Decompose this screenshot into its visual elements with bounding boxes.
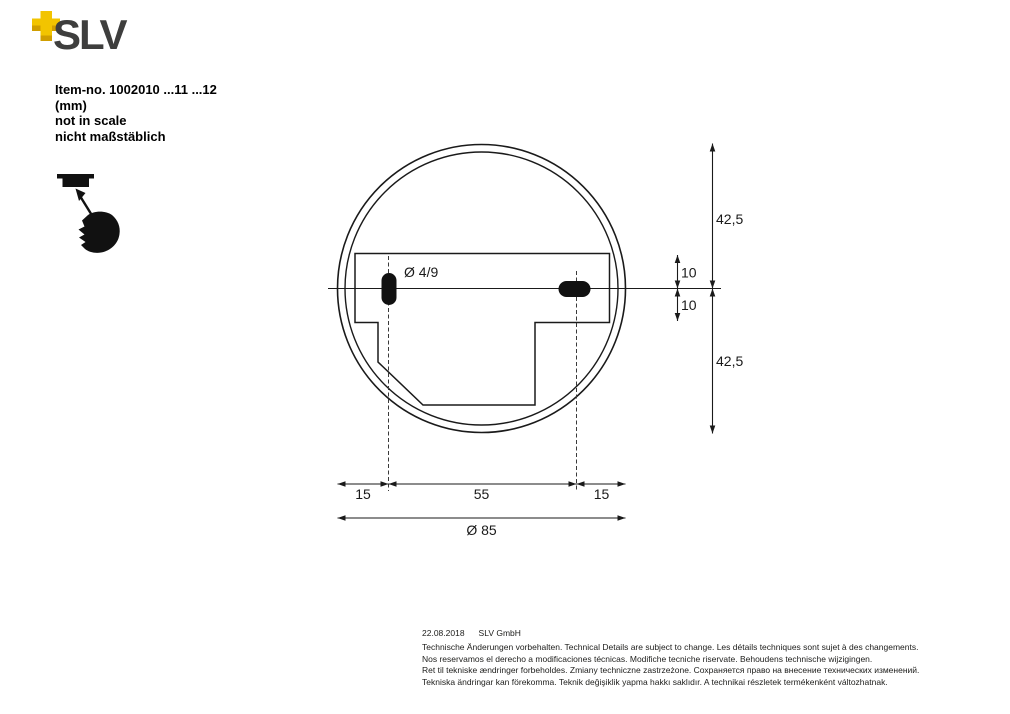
arrowhead [338, 481, 346, 487]
footer-disclaimer-line: Technische Änderungen vorbehalten. Technical Details are subject to change. Les détails techniques sont sujet à des changements. [422, 642, 919, 653]
footer-disclaimer-line: Nos reservamos el derecho a modificaciones técnicas. Modifiche tecniche riservate. Behoudens technische wijzigingen. [422, 653, 873, 664]
arrowhead [675, 255, 681, 263]
luminaire-silhouette [79, 212, 120, 253]
arrowhead [381, 481, 389, 487]
arrowhead [618, 515, 626, 521]
span-right-label: 15 [593, 486, 610, 502]
arrowhead [710, 144, 716, 152]
footer [422, 628, 919, 688]
footer-disclaimer-line: Ret til tekniske ændringer forbeholdes. Zmiany techniczne zastrzeżone. Сохраняется право на внесение технических изменений. [422, 665, 920, 676]
footer-disclaimer-line: Tekniska ändringar kan förekomma. Teknik değişiklik yapma hakkı saklıdır. A technikai részletek termékenként változhatnak. [422, 676, 888, 687]
scale-note-de: nicht maßstäblich [55, 128, 166, 144]
arrowhead [675, 289, 681, 297]
arrowhead [710, 289, 716, 297]
overall-diameter-label: Ø 85 [466, 522, 497, 538]
arrowhead [675, 281, 681, 289]
arrowhead [338, 515, 346, 521]
recess-flange [57, 174, 94, 179]
offset-above-label: 10 [681, 264, 697, 281]
arrowhead [675, 313, 681, 321]
scale-note-en: not in scale [55, 113, 127, 128]
radius-top-label: 42,5 [716, 211, 744, 227]
install-arrow-head [76, 189, 86, 202]
item-number: Item-no. 1002010 ...11 ...12 [55, 82, 217, 97]
arrowhead [389, 481, 397, 487]
dimension-drawing [320, 130, 750, 545]
span-left-label: 15 [355, 486, 371, 502]
offset-below-label: 10 [681, 297, 697, 313]
left-slot-hole [382, 273, 397, 305]
arrowhead [569, 481, 577, 487]
footer-meta [422, 628, 919, 639]
span-center-label: 55 [473, 486, 490, 502]
arrowhead [710, 281, 716, 289]
radius-bottom-label: 42,5 [716, 353, 744, 369]
item-info [55, 82, 217, 144]
arrowhead [577, 481, 585, 487]
hole-diameter-label: Ø 4/9 [404, 264, 439, 280]
arrowhead [710, 426, 716, 434]
recessed-install-icon [48, 163, 128, 261]
unit-note: (mm) [55, 97, 87, 113]
slv-logo-text: SLV [53, 11, 126, 58]
arrowhead [618, 481, 626, 487]
right-slot-hole [559, 281, 591, 297]
recess-can [63, 179, 90, 188]
footer-company: SLV GmbH [478, 628, 521, 638]
slv-logo [32, 10, 172, 62]
footer-date: 22.08.2018 [422, 628, 465, 638]
